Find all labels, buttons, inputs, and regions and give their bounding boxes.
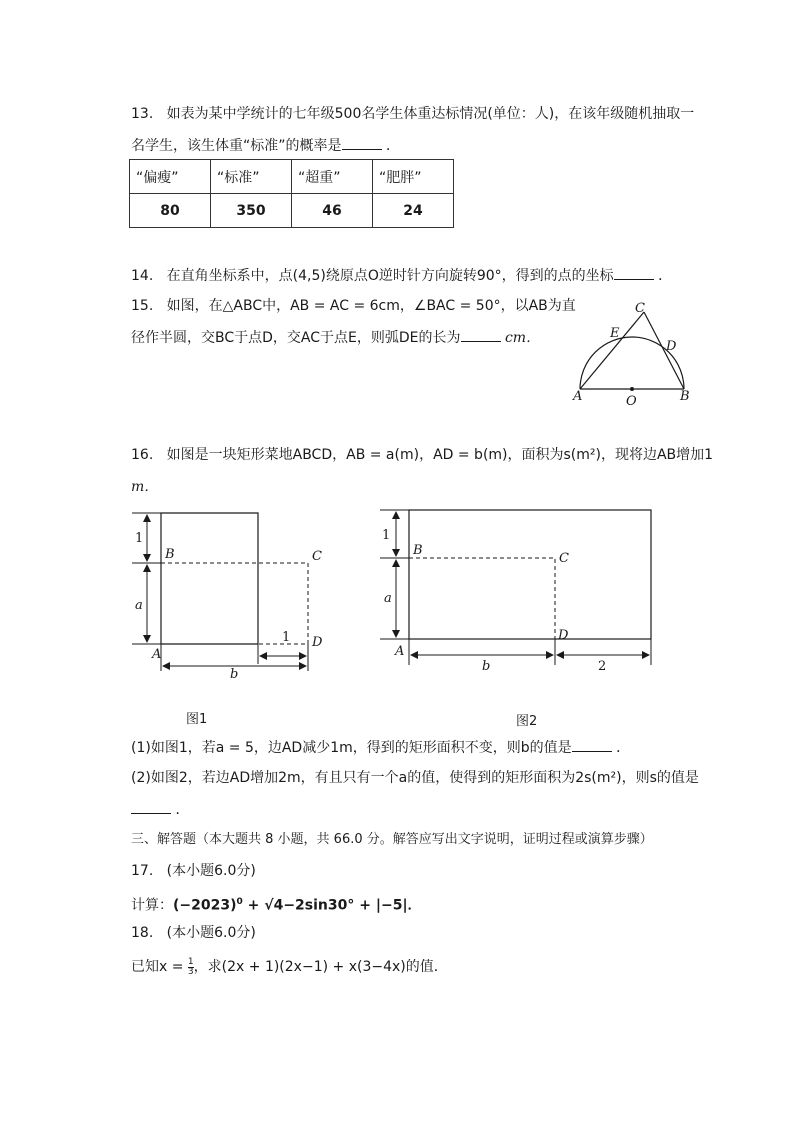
q13-line2 [131,135,400,156]
fig1-label-c: C [312,549,322,564]
q16-part1-text: (1)如图1，若a = 5，边AD减少1m，得到的矩形面积不变，则b的值是 [131,740,572,756]
q18-header [131,923,256,943]
q16-number: 16. [131,447,154,463]
fig2-label-c: C [559,551,569,566]
label-c: C [635,301,645,316]
table-row [130,194,454,228]
center-point-o [630,387,634,391]
q15-line1 [131,296,576,316]
table-header-cell: “偏瘦” [130,160,211,194]
section-3-heading: 三、解答题（本大题共 8 小题，共 66.0 分。解答应写出文字说明，证明过程或演算步骤） [131,832,653,847]
q17-expr-part1: (−2023) [173,897,237,914]
q17-header [131,861,256,881]
q16-part2-answer-blank[interactable] [131,799,171,814]
q13-line1 [131,104,694,124]
fig2-label-b-point: B [413,543,423,558]
q15-number: 15. [131,298,154,314]
q18-frac-denominator: 3 [187,966,194,977]
fig1-label-d: D [312,635,323,650]
fig2-label-d: D [558,628,569,643]
q16-part2-line2 [131,799,189,820]
q15-semicircle-figure [570,300,700,410]
q13-period: ． [385,138,400,154]
q18-score: (本小题6.0分) [166,925,256,941]
fig1-label-a: a [135,598,143,613]
q17-score: (本小题6.0分) [166,863,256,879]
fig1-caption: 图1 [186,712,208,727]
fig2-label-1-top: 1 [382,528,391,543]
q17-prefix: 计算： [131,897,173,914]
q16-text-line2: m． [131,479,159,495]
fig2-label-2: 2 [598,659,607,674]
q13-answer-blank[interactable] [342,135,382,150]
fig1-label-1-top: 1 [135,531,144,546]
q15-answer-blank[interactable] [461,327,501,342]
fig1-label-b: b [230,667,239,682]
q17-exponent: 0 [236,897,243,907]
q16-figure-2 [378,505,658,680]
q13-text-line2: 名学生，该生体重“标准”的概率是 [131,138,342,154]
fig2-label-b: b [482,659,491,674]
table-cell: 24 [373,194,454,228]
fig2-dashed-rect [409,558,555,639]
table-header-row [130,160,454,194]
q18-prefix: 已知x = [131,959,188,975]
label-b: B [680,389,690,404]
fig1-solid-rect [161,513,258,644]
table-header-cell: “肥胖” [373,160,454,194]
label-o: O [626,394,637,409]
q14-number: 14. [131,268,154,284]
q15-text-line1: 如图，在△ABC中，AB = AC = 6cm，∠BAC = 50°，以AB为直 [166,298,576,314]
label-d: D [666,339,677,354]
q18-number: 18. [131,925,154,941]
fig1-label-a-point: A [152,647,162,662]
q16-figure-1 [130,506,330,686]
side-bc [644,312,684,389]
table-cell: 46 [292,194,373,228]
q14-period: ． [658,268,673,284]
fig2-caption: 图2 [516,714,538,729]
q18-frac-numerator: 1 [187,956,194,967]
table-header-cell: “标准” [211,160,292,194]
side-ac [580,312,644,389]
q16-line2 [131,477,158,497]
q16-line1 [131,445,713,465]
label-e: E [610,326,620,341]
q16-part2-text: (2)如图2，若边AD增加2m，有且只有一个a的值，使得到的矩形面积为2s(m²)，则s的值是 [131,770,699,786]
label-a: A [573,389,583,404]
q16-part1 [131,737,630,758]
q16-part2-period: ． [175,802,190,818]
fig2-outer-rect [409,510,651,639]
q16-part1-period: ． [616,740,631,756]
q14-line [131,265,672,286]
fig2-label-a-point: A [395,644,405,659]
q18-body [131,957,448,977]
q13-number: 13. [131,106,154,122]
q13-weight-table [129,159,454,228]
table-cell: 80 [130,194,211,228]
q15-unit: cm． [504,330,541,346]
q13-text-line1: 如表为某中学统计的七年级500名学生体重达标情况(单位：人)，在该年级随机抽取一 [166,106,695,122]
fig1-label-b-point: B [165,547,175,562]
table-header-cell: “超重” [292,160,373,194]
q17-number: 17. [131,863,154,879]
fig1-label-1-right: 1 [282,630,291,645]
q14-text: 在直角坐标系中，点(4,5)绕原点O逆时针方向旋转90°，得到的点的坐标 [166,268,614,284]
q17-body [131,892,422,916]
q14-answer-blank[interactable] [614,265,654,280]
q16-part1-answer-blank[interactable] [572,737,612,752]
q17-expr-part2: + √4−2sin30° + |−5|． [242,897,422,914]
q15-line2 [131,327,540,348]
table-cell: 350 [211,194,292,228]
q16-part2 [131,768,699,788]
q16-text-line1: 如图是一块矩形菜地ABCD，AB = a(m)，AD = b(m)，面积为s(m²)，现将边AB增加1 [166,447,714,463]
q18-rest: ，求(2x + 1)(2x−1) + x(3−4x)的值． [193,959,448,975]
q15-text-line2: 径作半圆，交BC于点D，交AC于点E，则弧DE的长为 [131,330,461,346]
fig2-label-a: a [384,591,392,606]
